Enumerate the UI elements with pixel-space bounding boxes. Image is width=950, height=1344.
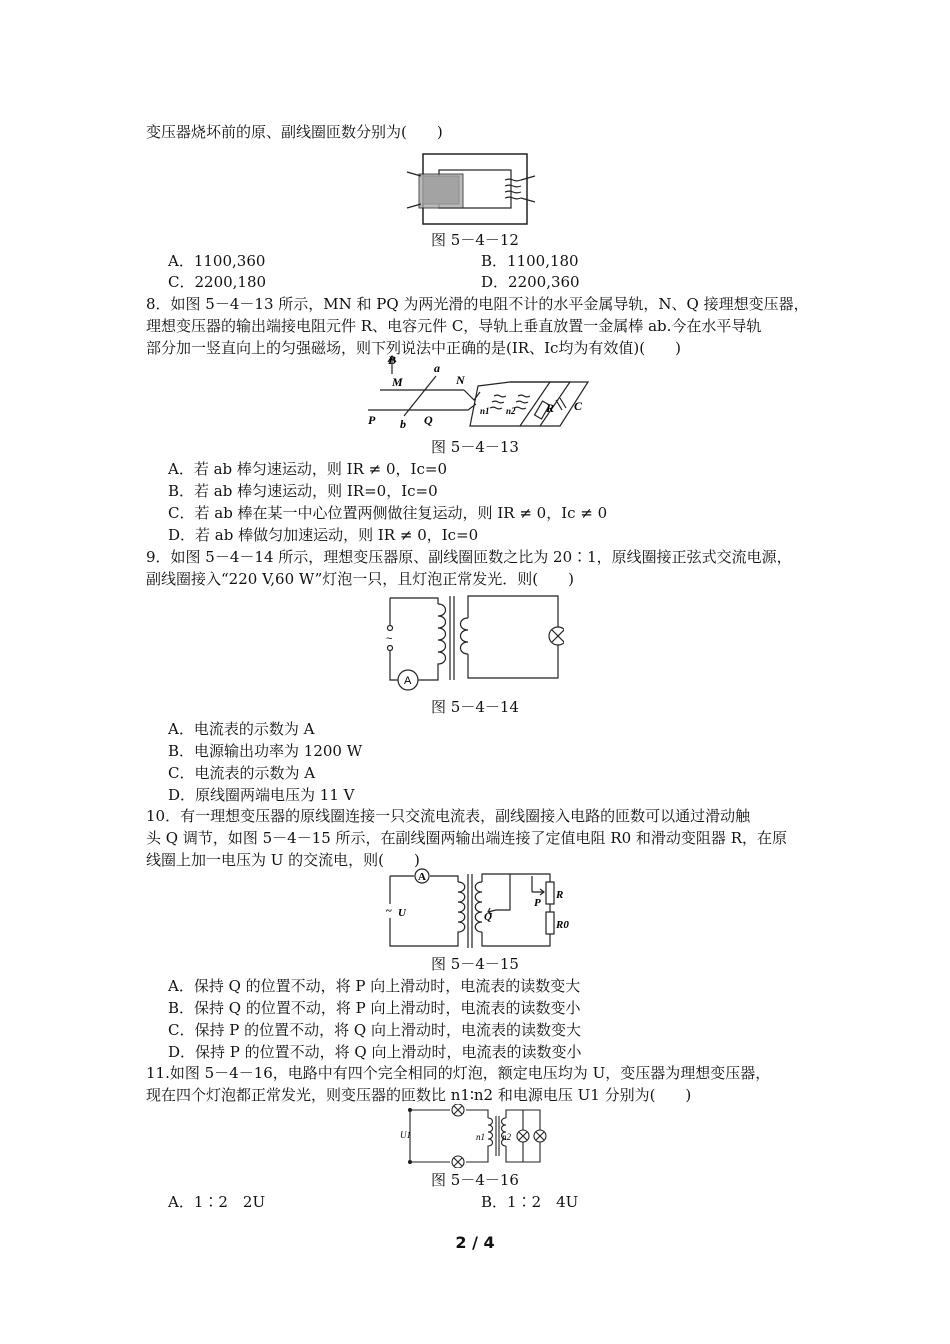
- fig13-label-a: a: [434, 361, 440, 375]
- fig16-label-n2: n2: [502, 1132, 511, 1142]
- q9-stem-line1: 9．如图 5－4－14 所示，理想变压器原、副线圈匝数之比为 20∶1，原线圈接正弦式交流电源，: [146, 548, 792, 566]
- fig15-label-u: U: [398, 907, 406, 919]
- q10-stem-line2: 头 Q 调节，如图 5－4－15 所示，在副线圈两输出端连接了定值电阻 R0 和滑动变阻器 R，在原: [146, 829, 787, 847]
- q11-option-a[interactable]: A．1∶2 2U: [168, 1193, 266, 1211]
- q9-stem-line2: 副线圈接入“220 V,60 W”灯泡一只，且灯泡正常发光．则( ): [146, 570, 574, 588]
- q7-option-d[interactable]: D．2200,360: [481, 273, 580, 291]
- q8-option-a[interactable]: A．若 ab 棒匀速运动，则 IR ≠ 0，Ic=0: [168, 460, 447, 478]
- fig14-ammeter-label: A: [404, 675, 412, 687]
- fig15-label-q: Q: [484, 911, 492, 923]
- figure-5-4-13-caption: 图 5－4－13: [431, 438, 519, 456]
- q8-option-c[interactable]: C．若 ab 棒在某一中心位置两侧做往复运动，则 IR ≠ 0，Ic ≠ 0: [168, 504, 608, 522]
- q8-stem-line3: 部分加一竖直向上的匀强磁场，则下列说法中正确的是(IR、Ic均为有效值)( ): [146, 339, 681, 357]
- q8-stem-line2: 理想变压器的输出端接电阻元件 R、电容元件 C，导轨上垂直放置一金属棒 ab.今在水平导轨: [146, 317, 762, 335]
- fig13-label-b: b: [400, 417, 406, 431]
- fig16-label-u1: U1: [400, 1130, 411, 1140]
- q9-option-c[interactable]: C．电流表的示数为 A: [168, 764, 316, 782]
- q9-option-b[interactable]: B．电源输出功率为 1200 W: [168, 742, 363, 760]
- q7-option-c[interactable]: C．2200,180: [168, 273, 267, 291]
- page-number: 2 / 4: [455, 1233, 495, 1252]
- q10-stem-line1: 10．有一理想变压器的原线圈连接一只交流电流表，副线圈接入电路的匝数可以通过滑动触: [146, 807, 751, 825]
- figure-5-4-14-caption: 图 5－4－14: [431, 698, 519, 716]
- figure-5-4-16: [398, 1104, 552, 1168]
- fig15-source-label: ~: [386, 905, 392, 917]
- figure-5-4-12: [405, 150, 545, 232]
- fig15-label-p: P: [534, 897, 541, 909]
- fig14-source-label: ~: [386, 633, 393, 645]
- q8-option-d[interactable]: D．若 ab 棒做匀加速运动，则 IR ≠ 0，Ic=0: [168, 526, 479, 544]
- figure-5-4-14: [378, 590, 564, 694]
- figure-5-4-15-caption: 图 5－4－15: [431, 955, 519, 973]
- fig16-label-n1: n1: [476, 1132, 485, 1142]
- fig13-label-n: N: [456, 373, 465, 387]
- fig15-label-r0: R0: [556, 919, 569, 931]
- fig13-label-c: C: [574, 399, 583, 413]
- q10-option-b[interactable]: B．保持 Q 的位置不动，将 P 向上滑动时，电流表的读数变小: [168, 999, 581, 1017]
- fig13-label-q: Q: [424, 413, 433, 427]
- q11-stem-line2: 现在四个灯泡都正常发光，则变压器的匝数比 n1∶n2 和电源电压 U1 分别为( ): [146, 1086, 692, 1104]
- fig13-label-n2: n2: [506, 406, 516, 416]
- q9-option-a[interactable]: A．电流表的示数为 A: [168, 720, 315, 738]
- fig13-label-b-field: B: [388, 353, 397, 367]
- q7-option-b[interactable]: B．1100,180: [481, 252, 579, 270]
- q7-stem: 变压器烧坏前的原、副线圈匝数分别为( ): [146, 123, 443, 141]
- fig15-label-r: R: [556, 889, 564, 901]
- q8-stem-line1: 8．如图 5－4－13 所示，MN 和 PQ 为两光滑的电阻不计的水平金属导轨，N、Q 接理想变压器，: [146, 295, 809, 313]
- q10-stem-line3: 线圈上加一电压为 U 的交流电，则( ): [146, 851, 420, 869]
- q7-option-a[interactable]: A．1100,360: [168, 252, 266, 270]
- fig15-ammeter-label: A: [418, 871, 426, 883]
- fig13-label-r: R: [546, 401, 555, 415]
- fig13-label-n1: n1: [480, 406, 490, 416]
- fig13-label-p: P: [368, 413, 376, 427]
- q10-option-c[interactable]: C．保持 P 的位置不动，将 Q 向上滑动时，电流表的读数变大: [168, 1021, 581, 1039]
- figure-5-4-16-caption: 图 5－4－16: [431, 1171, 519, 1189]
- q10-option-a[interactable]: A．保持 Q 的位置不动，将 P 向上滑动时，电流表的读数变大: [168, 977, 581, 995]
- q9-option-d[interactable]: D．原线圈两端电压为 11 V: [168, 786, 355, 804]
- figure-5-4-15: [384, 866, 574, 950]
- fig13-label-m: M: [392, 375, 403, 389]
- q8-option-b[interactable]: B．若 ab 棒匀速运动，则 IR=0，Ic=0: [168, 482, 438, 500]
- figure-5-4-12-caption: 图 5－4－12: [431, 231, 519, 249]
- q10-option-d[interactable]: D．保持 P 的位置不动，将 Q 向上滑动时，电流表的读数变小: [168, 1043, 582, 1061]
- q11-option-b[interactable]: B．1∶2 4U: [481, 1193, 579, 1211]
- figure-5-4-13: [360, 352, 600, 434]
- q11-stem-line1: 11.如图 5－4－16，电路中有四个完全相同的灯泡，额定电压均为 U，变压器为理想变压器，: [146, 1064, 771, 1082]
